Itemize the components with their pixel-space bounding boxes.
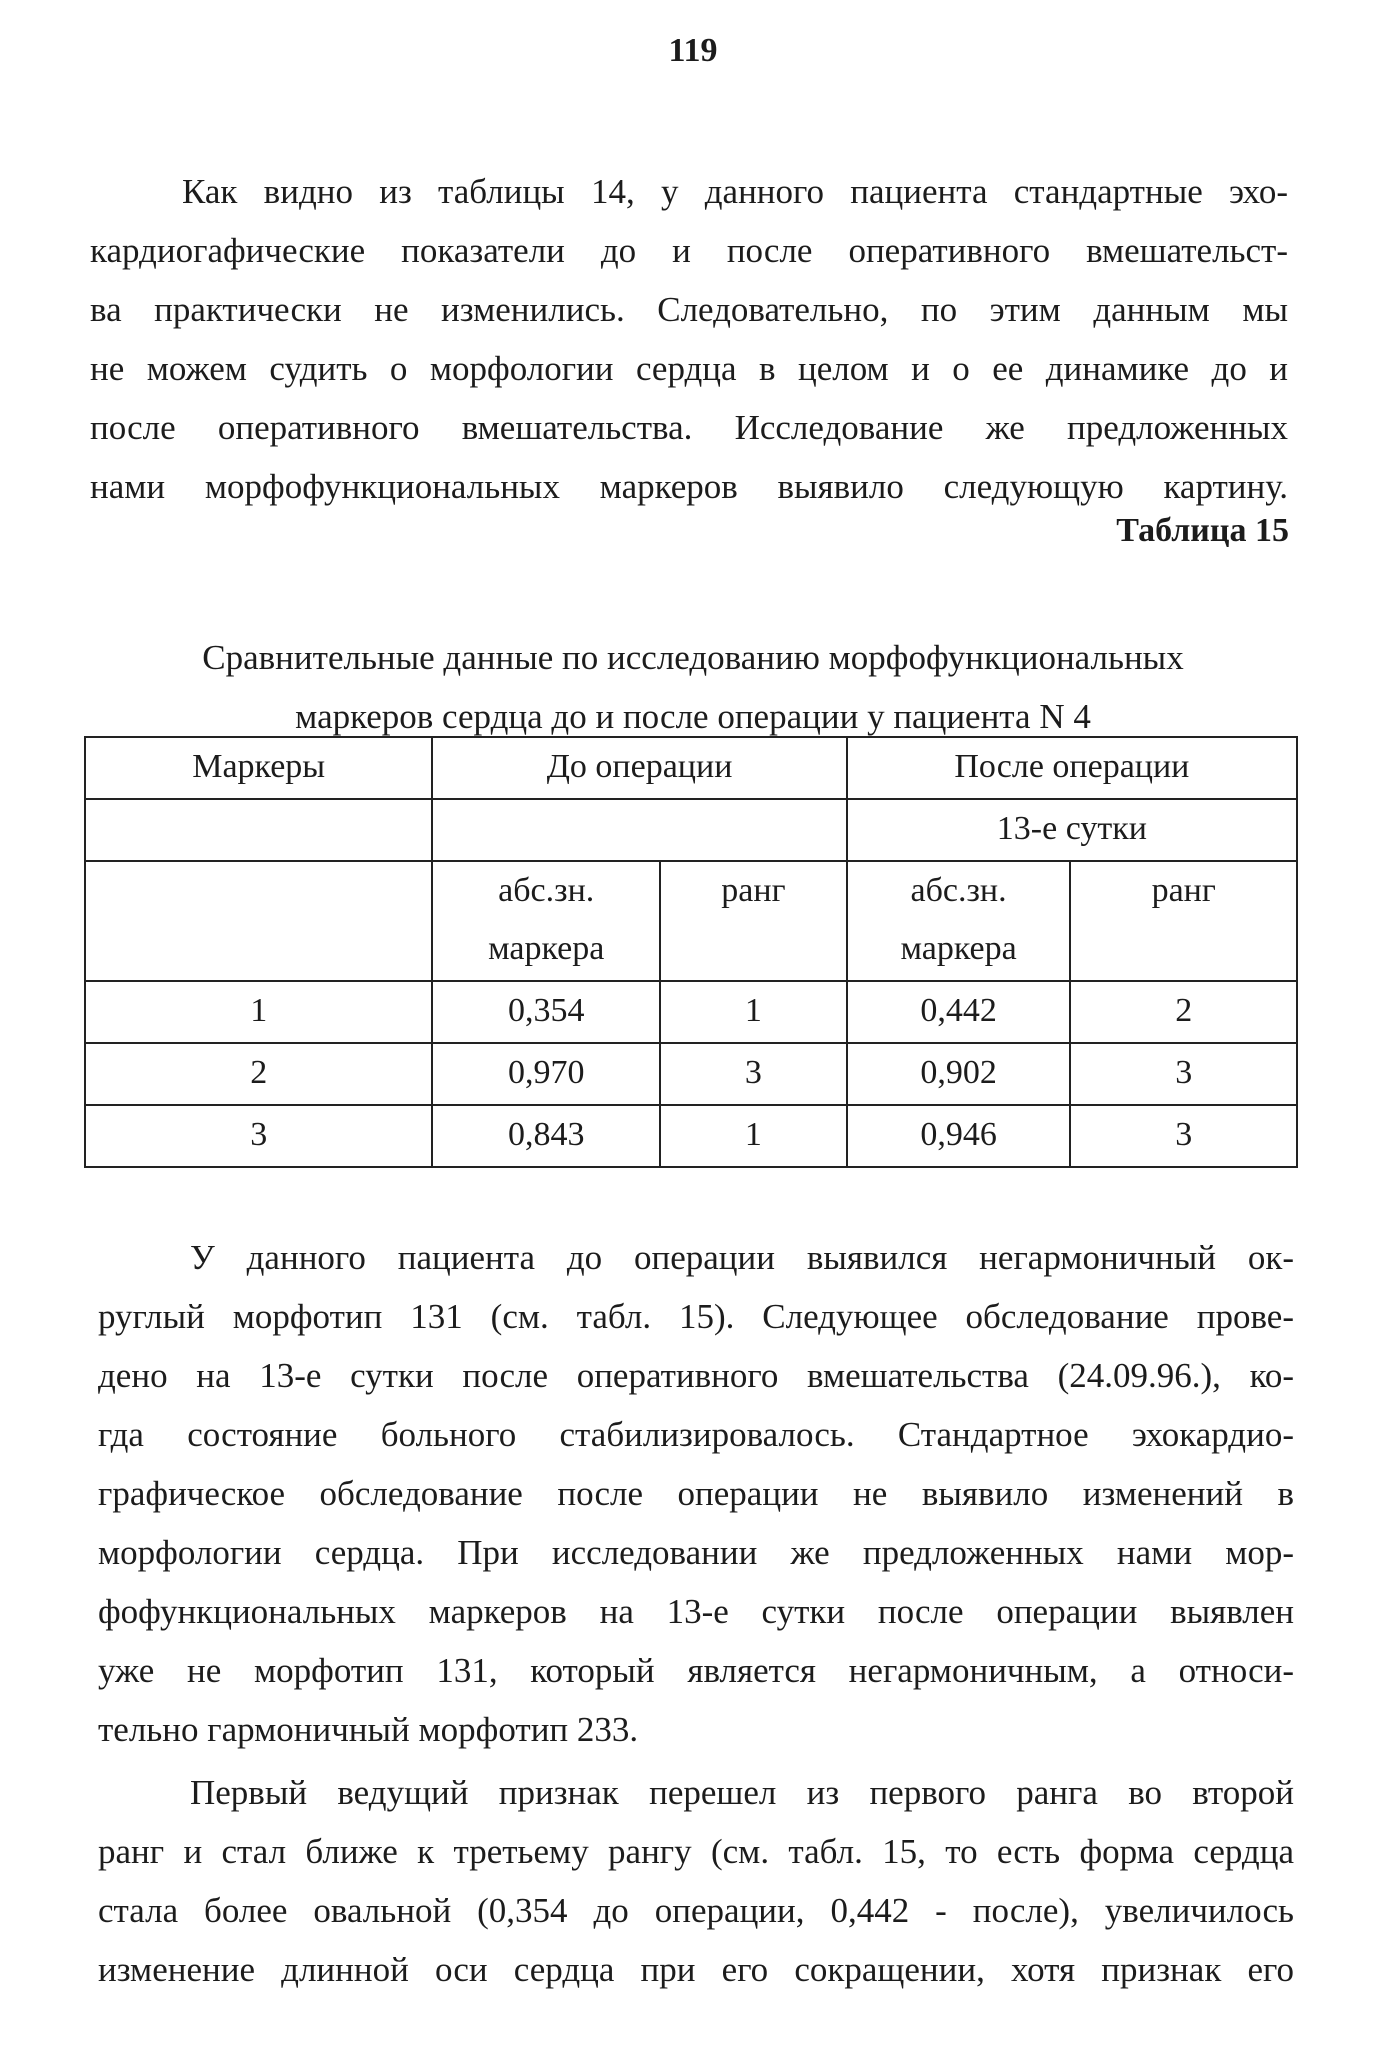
cell-after-abs: 0,442 <box>847 981 1071 1043</box>
text-line: графическое обследование после операции не выявило изменений в <box>98 1474 1294 1513</box>
cell-before-rank: 1 <box>660 1105 847 1167</box>
markers-table <box>84 736 1298 1168</box>
text-line: ва практически не изменились. Следовательно, по этим данным мы <box>90 290 1288 329</box>
header-after: После операции <box>847 737 1297 799</box>
header-text: абс.зн. <box>498 872 595 909</box>
header-before-abs <box>432 861 660 981</box>
text-line: Первый ведущий признак перешел из первого ранга во второй <box>190 1773 1294 1812</box>
text-line: фофункциональных маркеров на 13-е сутки после операции выявлен <box>98 1592 1294 1631</box>
paragraph-1 <box>90 162 1288 516</box>
header-text: абс.зн. <box>910 872 1007 909</box>
cell-marker: 3 <box>85 1105 432 1167</box>
text-line: гда состояние больного стабилизировалось. Стандартное эхокардио- <box>98 1415 1294 1454</box>
text-line: уже не морфотип 131, который является негармоничным, а относи- <box>98 1651 1294 1690</box>
text-line: после оперативного вмешательства. Исследование же предложенных <box>90 408 1288 447</box>
table-label: Таблица 15 <box>1116 512 1289 549</box>
table-header-row <box>85 799 1297 861</box>
cell-before-abs: 0,843 <box>432 1105 660 1167</box>
table-row <box>85 981 1297 1043</box>
text-line: морфологии сердца. При исследовании же предложенных нами мор- <box>98 1533 1294 1572</box>
cell-after-rank: 3 <box>1070 1105 1297 1167</box>
paragraph-3 <box>98 1763 1294 1999</box>
cell-before-rank: 1 <box>660 981 847 1043</box>
text-line: тельно гармоничный морфотип 233. <box>98 1710 639 1749</box>
header-after-abs <box>847 861 1071 981</box>
table-row <box>85 1105 1297 1167</box>
text-line: руглый морфотип 131 (см. табл. 15). Следующее обследование прове- <box>98 1297 1294 1336</box>
cell-before-abs: 0,970 <box>432 1043 660 1105</box>
header-before: До операции <box>432 737 846 799</box>
cell-after-abs: 0,946 <box>847 1105 1071 1167</box>
header-before-rank: ранг <box>660 861 847 981</box>
cell-marker: 2 <box>85 1043 432 1105</box>
header-text: маркера <box>900 930 1017 967</box>
text-line: изменение длинной оси сердца при его сокращении, хотя признак его <box>98 1950 1294 1989</box>
text-line: стала более овальной (0,354 до операции, 0,442 - после), увеличилось <box>98 1891 1294 1930</box>
header-after-day: 13-е сутки <box>847 799 1297 861</box>
cell-marker: 1 <box>85 981 432 1043</box>
header-empty <box>85 861 432 981</box>
cell-before-abs: 0,354 <box>432 981 660 1043</box>
table-row <box>85 1043 1297 1105</box>
cell-before-rank: 3 <box>660 1043 847 1105</box>
text-line: не можем судить о морфологии сердца в целом и о ее динамике до и <box>90 349 1288 388</box>
text-line: дено на 13-е сутки после оперативного вмешательства (24.09.96.), ко- <box>98 1356 1294 1395</box>
cell-after-abs: 0,902 <box>847 1043 1071 1105</box>
text-line: У данного пациента до операции выявился негармоничный ок- <box>190 1238 1294 1277</box>
header-text: маркера <box>488 930 605 967</box>
page-number: 119 <box>668 32 718 69</box>
table-header-row <box>85 861 1297 981</box>
text-line: нами морфофункциональных маркеров выявило следующую картину. <box>90 467 1288 506</box>
paragraph-2 <box>98 1228 1294 1759</box>
text-line: Как видно из таблицы 14, у данного пациента стандартные эхо- <box>182 172 1288 211</box>
header-markers: Маркеры <box>85 737 432 799</box>
header-after-rank: ранг <box>1070 861 1297 981</box>
table-caption <box>60 628 1326 746</box>
caption-line-2: маркеров сердца до и после операции у пациента N 4 <box>295 697 1091 736</box>
text-line: кардиогафические показатели до и после оперативного вмешательст- <box>90 231 1288 270</box>
text-line: ранг и стал ближе к третьему рангу (см. табл. 15, то есть форма сердца <box>98 1832 1294 1871</box>
header-empty <box>85 799 432 861</box>
caption-line-1: Сравнительные данные по исследованию морфофункциональных <box>202 638 1184 677</box>
table-header-row <box>85 737 1297 799</box>
cell-after-rank: 3 <box>1070 1043 1297 1105</box>
cell-after-rank: 2 <box>1070 981 1297 1043</box>
header-empty <box>432 799 846 861</box>
